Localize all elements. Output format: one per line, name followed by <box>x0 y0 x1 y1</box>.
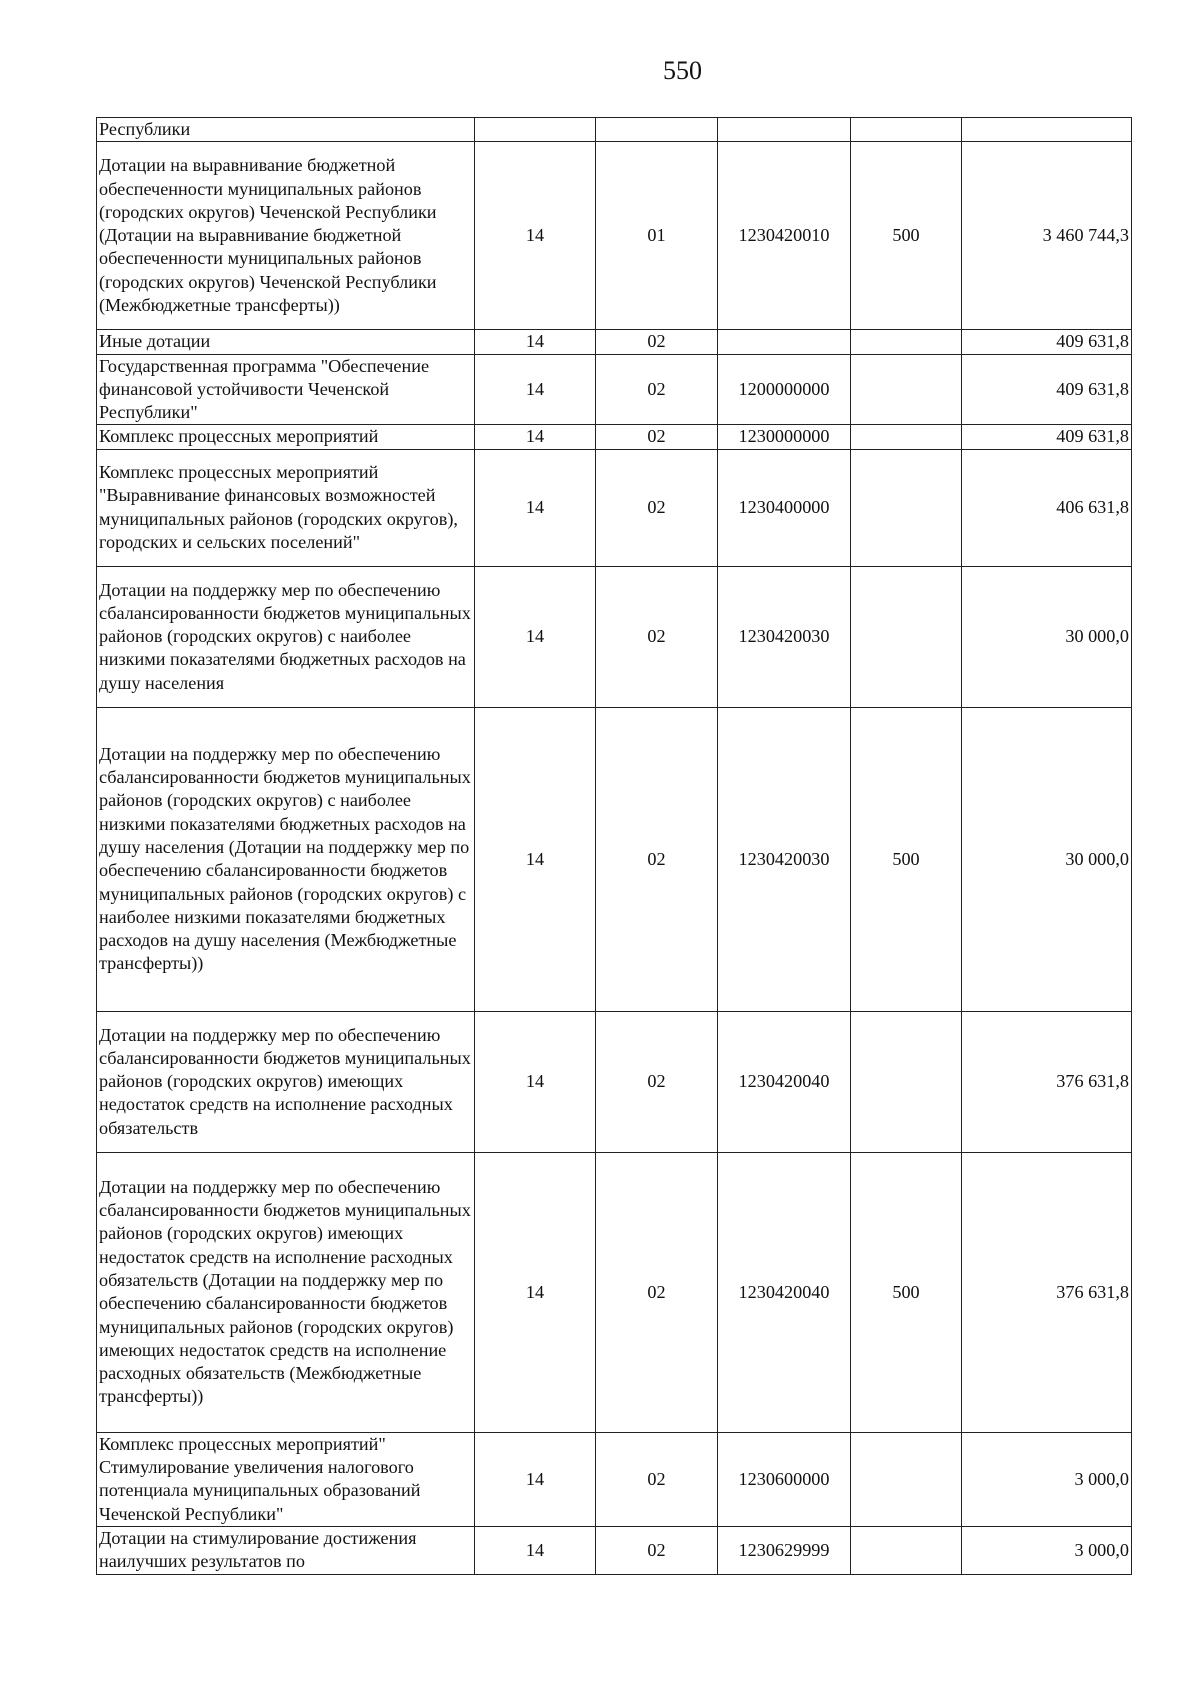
subsection-code: 02 <box>596 354 718 425</box>
target-article-code: 1230420030 <box>718 707 851 1011</box>
section-code: 14 <box>475 142 596 330</box>
section-code: 14 <box>475 1526 596 1574</box>
table-row <box>97 142 1132 330</box>
target-article-code: 1230420040 <box>718 1152 851 1432</box>
target-article-code: 1230420010 <box>718 142 851 330</box>
row-name: Комплекс процессных мероприятий <box>97 425 475 449</box>
subsection-code: 02 <box>596 1432 718 1526</box>
expense-type-code <box>851 354 962 425</box>
page-number: 550 <box>663 56 702 85</box>
subsection-code: 02 <box>596 330 718 354</box>
row-name: Государственная программа "Обеспечение финансовой устойчивости Чеченской Республики" <box>97 354 475 425</box>
target-article-code <box>718 330 851 354</box>
row-name: Дотации на выравнивание бюджетной обеспеченности муниципальных районов (городских округов) Чеченской Республики (Дотации на выравнивание бюджетной обеспеченности муниципальных районов (городских округов) Чеченской Республики (Межбюджетные трансферты)) <box>97 142 475 330</box>
expense-type-code <box>851 1432 962 1526</box>
target-article-code: 1200000000 <box>718 354 851 425</box>
table-row <box>97 1152 1132 1432</box>
expense-type-code: 500 <box>851 142 962 330</box>
expense-type-code <box>851 1011 962 1152</box>
target-article-code: 1230000000 <box>718 425 851 449</box>
amount: 3 000,0 <box>962 1526 1132 1574</box>
row-name: Комплекс процессных мероприятий" Стимулирование увеличения налогового потенциала муниципальных образований Чеченской Республики" <box>97 1432 475 1526</box>
table-row <box>97 425 1132 449</box>
section-code: 14 <box>475 354 596 425</box>
expense-type-code <box>851 118 962 142</box>
amount: 376 631,8 <box>962 1011 1132 1152</box>
table-row <box>97 354 1132 425</box>
subsection-code: 02 <box>596 566 718 707</box>
table-row <box>97 1432 1132 1526</box>
table-row <box>97 1526 1132 1574</box>
expense-type-code <box>851 330 962 354</box>
amount: 406 631,8 <box>962 449 1132 566</box>
row-name: Дотации на поддержку мер по обеспечению сбалансированности бюджетов муниципальных районов (городских округов) с наиболее низкими показателями бюджетных расходов на душу населения <box>97 566 475 707</box>
target-article-code: 1230600000 <box>718 1432 851 1526</box>
section-code: 14 <box>475 1011 596 1152</box>
expense-type-code <box>851 449 962 566</box>
table-row <box>97 566 1132 707</box>
target-article-code: 1230629999 <box>718 1526 851 1574</box>
row-name: Комплекс процессных мероприятий "Выравнивание финансовых возможностей муниципальных районов (городских округов), городских и сельских поселений" <box>97 449 475 566</box>
amount: 409 631,8 <box>962 354 1132 425</box>
amount: 376 631,8 <box>962 1152 1132 1432</box>
section-code: 14 <box>475 330 596 354</box>
section-code: 14 <box>475 449 596 566</box>
row-name: Республики <box>97 118 475 142</box>
row-name: Иные дотации <box>97 330 475 354</box>
budget-table <box>96 117 1132 1575</box>
expense-type-code: 500 <box>851 707 962 1011</box>
table-row <box>97 118 1132 142</box>
expense-type-code <box>851 1526 962 1574</box>
section-code: 14 <box>475 566 596 707</box>
row-name: Дотации на поддержку мер по обеспечению сбалансированности бюджетов муниципальных районов (городских округов) имеющих недостаток средств на исполнение расходных обязательств (Дотации на поддержку мер по обеспечению сбалансированности бюджетов муниципальных районов (городских округов) имеющих недостаток средств на исполнение расходных обязательств (Межбюджетные трансферты)) <box>97 1152 475 1432</box>
amount: 3 000,0 <box>962 1432 1132 1526</box>
target-article-code <box>718 118 851 142</box>
section-code: 14 <box>475 1432 596 1526</box>
row-name: Дотации на поддержку мер по обеспечению сбалансированности бюджетов муниципальных районов (городских округов) с наиболее низкими показателями бюджетных расходов на душу населения (Дотации на поддержку мер по обеспечению сбалансированности бюджетов муниципальных районов (городских округов) с наиболее низкими показателями бюджетных расходов на душу населения (Межбюджетные трансферты)) <box>97 707 475 1011</box>
section-code: 14 <box>475 707 596 1011</box>
subsection-code: 02 <box>596 1011 718 1152</box>
table-row <box>97 707 1132 1011</box>
table-row <box>97 330 1132 354</box>
row-name: Дотации на поддержку мер по обеспечению сбалансированности бюджетов муниципальных районов (городских округов) имеющих недостаток средств на исполнение расходных обязательств <box>97 1011 475 1152</box>
expense-type-code: 500 <box>851 1152 962 1432</box>
amount <box>962 118 1132 142</box>
subsection-code: 02 <box>596 449 718 566</box>
section-code <box>475 118 596 142</box>
expense-type-code <box>851 425 962 449</box>
subsection-code: 02 <box>596 1152 718 1432</box>
amount: 3 460 744,3 <box>962 142 1132 330</box>
subsection-code: 02 <box>596 1526 718 1574</box>
subsection-code: 02 <box>596 707 718 1011</box>
expense-type-code <box>851 566 962 707</box>
table-row <box>97 449 1132 566</box>
target-article-code: 1230420040 <box>718 1011 851 1152</box>
target-article-code: 1230420030 <box>718 566 851 707</box>
amount: 30 000,0 <box>962 566 1132 707</box>
amount: 409 631,8 <box>962 425 1132 449</box>
target-article-code: 1230400000 <box>718 449 851 566</box>
amount: 409 631,8 <box>962 330 1132 354</box>
amount: 30 000,0 <box>962 707 1132 1011</box>
subsection-code: 02 <box>596 425 718 449</box>
section-code: 14 <box>475 1152 596 1432</box>
subsection-code: 01 <box>596 142 718 330</box>
section-code: 14 <box>475 425 596 449</box>
subsection-code <box>596 118 718 142</box>
row-name: Дотации на стимулирование достижения наилучших результатов по <box>97 1526 475 1574</box>
table-row <box>97 1011 1132 1152</box>
